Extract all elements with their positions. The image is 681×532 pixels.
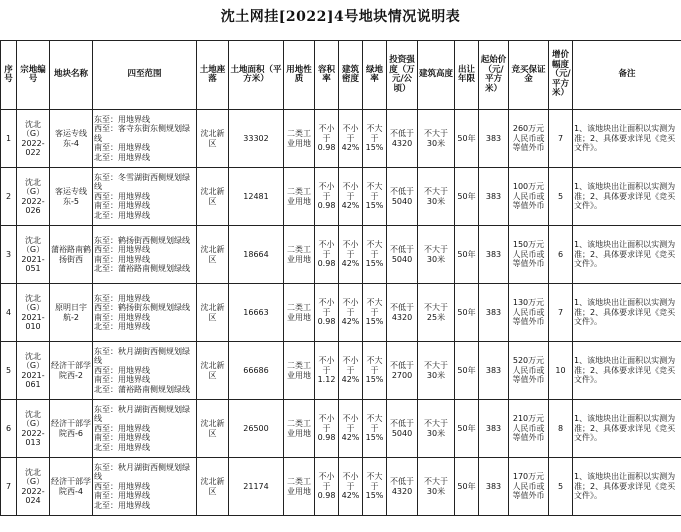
boundary-line: 南至：用地界线 [94, 143, 150, 153]
investment-cell: 不低于5040 [387, 168, 418, 226]
remark-cell: 1、该地块出让面积以实测为准；2、具体要求详见《竞买文件》。 [573, 342, 681, 400]
boundary-cell [93, 458, 197, 516]
parcel-code: 沈北（G）2022-013 [17, 400, 50, 458]
term-cell: 50年 [455, 458, 479, 516]
parcel-name: 原明日宇航-2 [50, 284, 93, 342]
deposit-cell: 100万元人民币或等值外币 [509, 168, 549, 226]
remark-cell: 1、该地块出让面积以实测为准；2、具体要求详见《竞买文件》。 [573, 284, 681, 342]
deposit-cell: 210万元人民币或等值外币 [509, 400, 549, 458]
start-price-cell: 383 [479, 400, 509, 458]
location-cell: 沈北新区 [197, 400, 229, 458]
far-cell: 不小于0.98 [315, 284, 339, 342]
boundary-cell [93, 168, 197, 226]
investment-cell: 不低于5040 [387, 226, 418, 284]
increment-cell: 10 [549, 342, 573, 400]
area-cell: 21174 [229, 458, 284, 516]
boundary-line: 东至：秋月湖街西侧规划绿线 [94, 462, 190, 482]
column-header: 出让年限 [455, 41, 479, 110]
boundary-line: 西至：用地界线 [94, 481, 150, 491]
boundary-cell [93, 400, 197, 458]
remark-cell: 1、该地块出让面积以实测为准；2、具体要求详见《竞买文件》。 [573, 458, 681, 516]
deposit-cell: 170万元人民币或等值外币 [509, 458, 549, 516]
parcel-name: 经济干部学院西-6 [50, 400, 93, 458]
remark-cell: 1、该地块出让面积以实测为准；2、具体要求详见《竞买文件》。 [573, 168, 681, 226]
increment-cell: 7 [549, 284, 573, 342]
parcel-code: 沈北（G）2021-061 [17, 342, 50, 400]
parcel-code: 沈北（G）2022-022 [17, 110, 50, 168]
area-cell: 33302 [229, 110, 284, 168]
increment-cell: 6 [549, 226, 573, 284]
start-price-cell: 383 [479, 458, 509, 516]
green-ratio-cell: 不大于15% [363, 342, 387, 400]
table-body [1, 110, 681, 516]
document-title: 沈土网挂[2022]4号地块情况说明表 [220, 9, 461, 25]
table-row [1, 226, 681, 284]
height-cell: 不大于30米 [418, 342, 455, 400]
column-header: 建筑密度 [339, 41, 363, 110]
density-cell: 不小于42% [339, 226, 363, 284]
column-header: 投资强度（万元/公顷） [387, 41, 418, 110]
parcel-name: 客运专线东-5 [50, 168, 93, 226]
land-use-cell: 二类工业用地 [284, 110, 315, 168]
deposit-cell: 150万元人民币或等值外币 [509, 226, 549, 284]
deposit-cell: 130万元人民币或等值外币 [509, 284, 549, 342]
far-cell: 不小于0.98 [315, 110, 339, 168]
boundary-line: 西至：用地界线 [94, 245, 150, 254]
column-header: 序号 [1, 41, 17, 110]
boundary-line: 北至：用地界线 [94, 500, 150, 510]
column-header: 增价幅度（元/平方米） [549, 41, 573, 110]
table-row [1, 284, 681, 342]
term-cell: 50年 [455, 168, 479, 226]
land-use-cell: 二类工业用地 [284, 168, 315, 226]
green-ratio-cell: 不大于15% [363, 110, 387, 168]
increment-cell: 5 [549, 168, 573, 226]
height-cell: 不大于30米 [418, 110, 455, 168]
green-ratio-cell: 不大于15% [363, 284, 387, 342]
boundary-line: 北至：用地界线 [94, 442, 150, 452]
boundary-line: 东至：秋月湖街西侧规划绿线 [94, 346, 190, 366]
parcel-code: 沈北（G）2022-024 [17, 458, 50, 516]
start-price-cell: 383 [479, 284, 509, 342]
increment-cell: 5 [549, 458, 573, 516]
far-cell: 不小于0.98 [315, 400, 339, 458]
investment-cell: 不低于4320 [387, 284, 418, 342]
investment-cell: 不低于4320 [387, 110, 418, 168]
green-ratio-cell: 不大于15% [363, 168, 387, 226]
far-cell: 不小于1.12 [315, 342, 339, 400]
boundary-line: 东至：用地界线 [94, 293, 150, 303]
green-ratio-cell: 不大于15% [363, 458, 387, 516]
boundary-line: 北至：用地界线 [94, 210, 150, 220]
location-cell: 沈北新区 [197, 110, 229, 168]
density-cell: 不小于42% [339, 458, 363, 516]
boundary-line: 北至：蒲裕路南侧规划绿线 [94, 264, 190, 273]
row-number: 3 [1, 226, 17, 284]
column-header: 竞买保证金 [509, 41, 549, 110]
deposit-cell: 260万元人民币或等值外币 [509, 110, 549, 168]
table-row [1, 458, 681, 516]
boundary-line: 北至：用地界线 [94, 322, 150, 331]
far-cell: 不小于0.98 [315, 226, 339, 284]
parcel-name: 经济干部学院西-4 [50, 458, 93, 516]
start-price-cell: 383 [479, 168, 509, 226]
boundary-line: 北至：蒲裕路南侧规划绿线 [94, 384, 190, 394]
location-cell: 沈北新区 [197, 284, 229, 342]
term-cell: 50年 [455, 400, 479, 458]
boundary-line: 南至：用地界线 [94, 254, 150, 264]
row-number: 5 [1, 342, 17, 400]
density-cell: 不小于42% [339, 400, 363, 458]
parcel-code: 沈北（G）2021-010 [17, 284, 50, 342]
row-number: 7 [1, 458, 17, 516]
height-cell: 不大于30米 [418, 400, 455, 458]
term-cell: 50年 [455, 110, 479, 168]
start-price-cell: 383 [479, 226, 509, 284]
parcel-code: 沈北（G）2022-026 [17, 168, 50, 226]
density-cell: 不小于42% [339, 168, 363, 226]
column-header: 土地面积（平方米） [229, 41, 284, 110]
far-cell: 不小于0.98 [315, 168, 339, 226]
row-number: 6 [1, 400, 17, 458]
deposit-cell: 520万元人民币或等值外币 [509, 342, 549, 400]
density-cell: 不小于42% [339, 342, 363, 400]
location-cell: 沈北新区 [197, 342, 229, 400]
boundary-line: 西至：客寺东街东侧规划绿线 [94, 124, 190, 143]
boundary-line: 南至：用地界线 [94, 312, 150, 322]
table-row [1, 400, 681, 458]
density-cell: 不小于42% [339, 110, 363, 168]
boundary-line: 南至：用地界线 [94, 491, 150, 501]
parcel-name: 蒲裕路南鹤扬街西 [50, 226, 93, 284]
land-use-cell: 二类工业用地 [284, 458, 315, 516]
start-price-cell: 383 [479, 342, 509, 400]
column-header: 宗地编号 [17, 41, 50, 110]
land-parcel-table [0, 40, 681, 516]
boundary-line: 东至：秋月湖街西侧规划绿线 [94, 404, 190, 424]
land-use-cell: 二类工业用地 [284, 284, 315, 342]
term-cell: 50年 [455, 284, 479, 342]
term-cell: 50年 [455, 342, 479, 400]
investment-cell: 不低于2700 [387, 342, 418, 400]
density-cell: 不小于42% [339, 284, 363, 342]
land-use-cell: 二类工业用地 [284, 342, 315, 400]
height-cell: 不大于30米 [418, 226, 455, 284]
increment-cell: 7 [549, 110, 573, 168]
area-cell: 18664 [229, 226, 284, 284]
boundary-line: 东至：鹤扬街西侧规划绿线 [94, 235, 190, 245]
location-cell: 沈北新区 [197, 226, 229, 284]
area-cell: 66686 [229, 342, 284, 400]
height-cell: 不大于30米 [418, 458, 455, 516]
parcel-name: 客运专线东-4 [50, 110, 93, 168]
term-cell: 50年 [455, 226, 479, 284]
boundary-line: 西至：用地界线 [94, 365, 150, 375]
location-cell: 沈北新区 [197, 458, 229, 516]
location-cell: 沈北新区 [197, 168, 229, 226]
boundary-line: 南至：用地界线 [94, 201, 150, 211]
increment-cell: 8 [549, 400, 573, 458]
boundary-line: 南至：用地界线 [94, 375, 150, 385]
table-row [1, 168, 681, 226]
remark-cell: 1、该地块出让面积以实测为准；2、具体要求详见《竞买文件》。 [573, 226, 681, 284]
boundary-line: 东至：用地界线 [94, 114, 150, 124]
area-cell: 16663 [229, 284, 284, 342]
height-cell: 不大于30米 [418, 168, 455, 226]
parcel-code: 沈北（G）2021-051 [17, 226, 50, 284]
column-header: 容积率 [315, 41, 339, 110]
column-header: 土地座落 [197, 41, 229, 110]
investment-cell: 不低于4320 [387, 458, 418, 516]
table-row [1, 110, 681, 168]
height-cell: 不大于25米 [418, 284, 455, 342]
boundary-line: 南至：用地界线 [94, 433, 150, 443]
land-use-cell: 二类工业用地 [284, 400, 315, 458]
row-number: 1 [1, 110, 17, 168]
boundary-cell [93, 284, 197, 342]
column-header: 四至范围 [93, 41, 197, 110]
column-header: 地块名称 [50, 41, 93, 110]
start-price-cell: 383 [479, 110, 509, 168]
boundary-line: 北至：用地界线 [94, 152, 150, 162]
far-cell: 不小于0.98 [315, 458, 339, 516]
boundary-line: 西至：用地界线 [94, 423, 150, 433]
boundary-line: 西至：用地界线 [94, 191, 150, 201]
parcel-name: 经济干部学院西-2 [50, 342, 93, 400]
green-ratio-cell: 不大于15% [363, 400, 387, 458]
boundary-line: 西至：鹤扬街东侧规划绿线 [94, 303, 190, 312]
header-row [1, 41, 681, 110]
column-header: 绿地率 [363, 41, 387, 110]
green-ratio-cell: 不大于15% [363, 226, 387, 284]
remark-cell: 1、该地块出让面积以实测为准；2、具体要求详见《竞买文件》。 [573, 110, 681, 168]
row-number: 4 [1, 284, 17, 342]
column-header: 建筑高度 [418, 41, 455, 110]
column-header: 起始价（元/平方米） [479, 41, 509, 110]
remark-cell: 1、该地块出让面积以实测为准；2、具体要求详见《竞买文件》。 [573, 400, 681, 458]
boundary-cell [93, 342, 197, 400]
table-row [1, 342, 681, 400]
boundary-cell [93, 226, 197, 284]
row-number: 2 [1, 168, 17, 226]
land-use-cell: 二类工业用地 [284, 226, 315, 284]
area-cell: 12481 [229, 168, 284, 226]
boundary-cell [93, 110, 197, 168]
column-header: 备注 [573, 41, 681, 110]
boundary-line: 东至：冬雪湖街西侧规划绿线 [94, 172, 190, 192]
area-cell: 26500 [229, 400, 284, 458]
investment-cell: 不低于5040 [387, 400, 418, 458]
column-header: 用地性质 [284, 41, 315, 110]
